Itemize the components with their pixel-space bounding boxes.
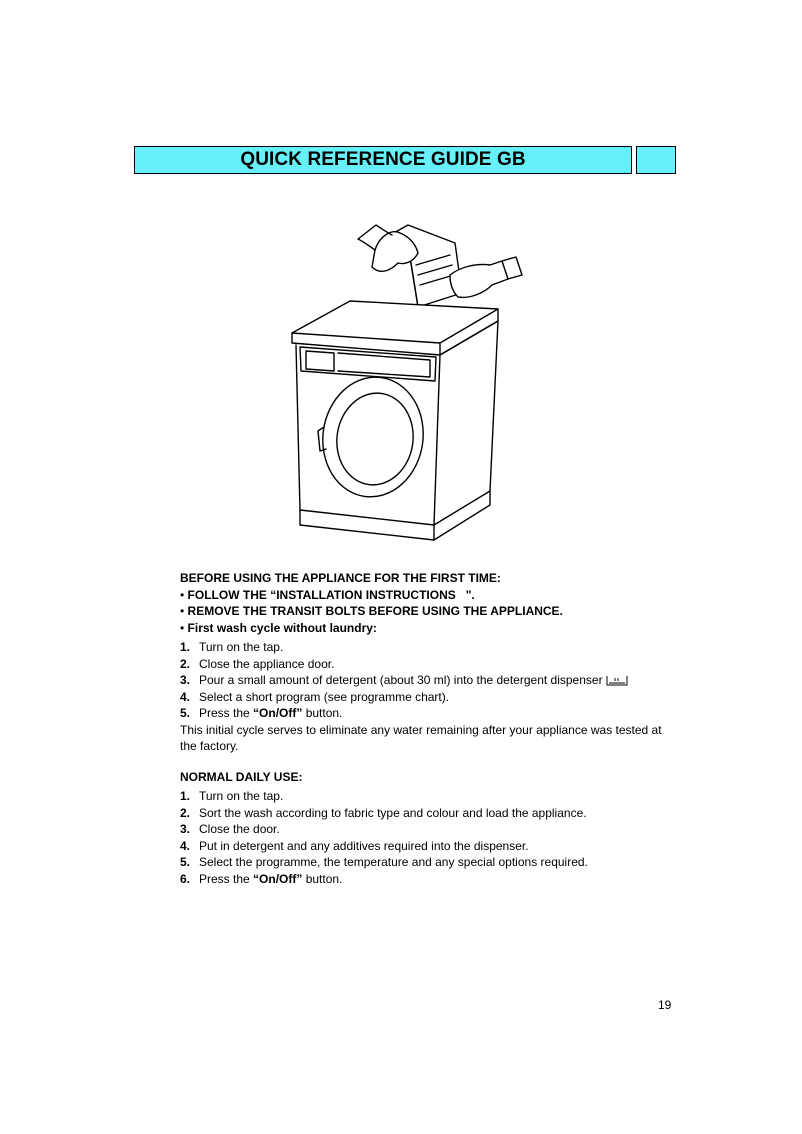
- step-text: Turn on the tap.: [199, 789, 284, 803]
- step-text: Turn on the tap.: [199, 640, 284, 654]
- step-number: 5.: [180, 855, 191, 869]
- on-off-label: “On/Off”: [253, 871, 303, 886]
- detergent-dispenser-icon: [606, 674, 628, 686]
- daily-steps: [180, 788, 680, 887]
- step-number: 6.: [180, 871, 191, 886]
- list-item: [180, 656, 680, 673]
- step-number: 5.: [180, 706, 191, 720]
- step-number: 4.: [180, 838, 191, 853]
- page-number: 19: [658, 998, 672, 1012]
- step-text: Pour a small amount of detergent (about 30 ml) into the detergent dispenser: [199, 673, 603, 687]
- step-number: 2.: [180, 805, 191, 820]
- list-item: [180, 838, 680, 855]
- step-text: Select the programme, the temperature and any special options required.: [199, 855, 588, 869]
- step-number: 3.: [180, 673, 191, 687]
- bullet-transit-bolts: [180, 603, 680, 620]
- bullet-dot: •: [180, 604, 188, 618]
- step-text: Sort the wash according to fabric type and colour and load the appliance.: [199, 805, 587, 820]
- step-number: 4.: [180, 689, 191, 704]
- first-time-steps: [180, 639, 680, 722]
- list-item: [180, 805, 680, 822]
- step-number: 1.: [180, 789, 191, 803]
- list-item: [180, 871, 680, 888]
- step-text: Close the appliance door.: [199, 656, 335, 671]
- list-item: [180, 689, 680, 706]
- manual-with-hands-icon: [358, 225, 522, 307]
- bullet-text: FOLLOW THE “INSTALLATION INSTRUCTIONS ".: [187, 587, 475, 602]
- bullet-dot: •: [180, 620, 188, 635]
- bullet-install: [180, 587, 680, 604]
- list-item: [180, 854, 680, 871]
- step-text: Close the door.: [199, 822, 280, 836]
- list-item: [180, 639, 680, 656]
- bullet-dot: •: [180, 587, 188, 602]
- first-cycle-note: This initial cycle serves to eliminate any water remaining after your appliance was tested at the factory.: [180, 722, 662, 753]
- bullet-first-wash: [180, 620, 680, 637]
- step-number: 1.: [180, 640, 191, 654]
- list-item: [180, 705, 680, 722]
- bullet-text: REMOVE THE TRANSIT BOLTS BEFORE USING THE APPLIANCE.: [187, 604, 563, 618]
- step-text: button.: [302, 871, 343, 886]
- step-text: Put in detergent and any additives required into the dispenser.: [199, 838, 529, 853]
- washing-machine-illustration: [240, 205, 550, 570]
- instructions: [180, 570, 680, 887]
- title-side-box: [636, 146, 676, 174]
- step-text: Press the: [199, 871, 254, 886]
- first-time-heading: BEFORE USING THE APPLIANCE FOR THE FIRST TIME:: [180, 571, 501, 585]
- step-text: Select a short program (see programme chart).: [199, 689, 450, 704]
- list-item: [180, 788, 680, 805]
- washing-machine-icon: [292, 301, 498, 540]
- title-banner: [134, 146, 632, 174]
- bullet-text: First wash cycle without laundry:: [187, 620, 377, 635]
- step-text: Press the: [199, 706, 254, 720]
- on-off-label: “On/Off”: [253, 706, 303, 720]
- step-text: button.: [302, 706, 343, 720]
- daily-use-heading: NORMAL DAILY USE:: [180, 769, 303, 784]
- list-item: [180, 821, 680, 838]
- page-title: QUICK REFERENCE GUIDE GB: [240, 149, 526, 170]
- list-item: [180, 672, 680, 689]
- step-number: 2.: [180, 656, 191, 671]
- step-number: 3.: [180, 822, 191, 836]
